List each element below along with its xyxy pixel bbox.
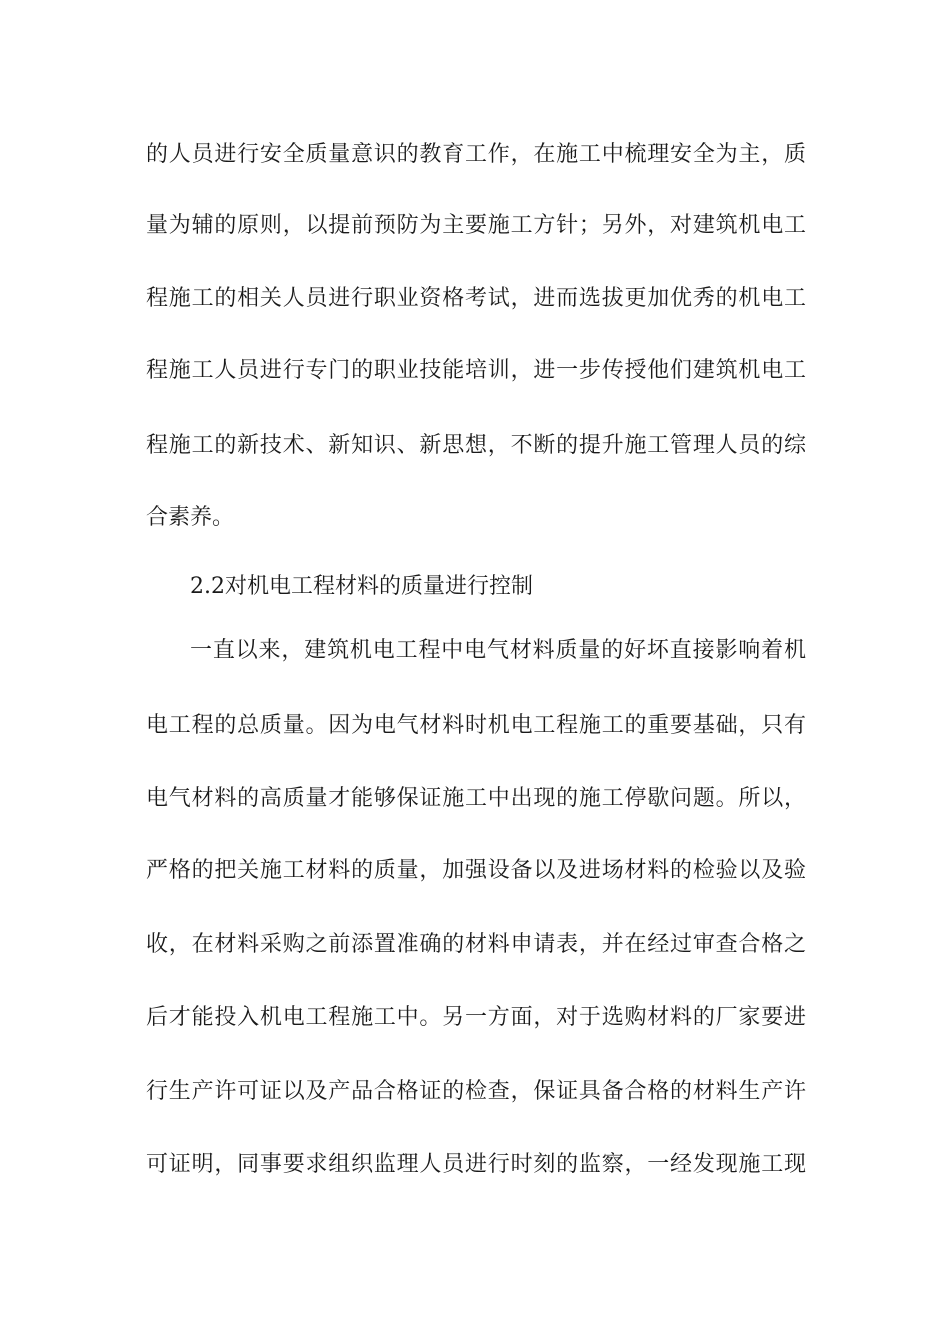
paragraph-1-line: 量为辅的原则，以提前预防为主要施工方针；另外，对建筑机电工: [146, 213, 806, 238]
paragraph-2-line: 一直以来，建筑机电工程中电气材料质量的好坏直接影响着机: [190, 638, 806, 663]
paragraph-1-line: 程施工的新技术、新知识、新思想，不断的提升施工管理人员的综: [146, 433, 806, 458]
paragraph-2-line: 电气材料的高质量才能够保证施工中出现的施工停歇问题。所以，: [146, 786, 806, 811]
paragraph-2-line: 后才能投入机电工程施工中。另一方面，对于选购材料的厂家要进: [146, 1005, 806, 1030]
paragraph-2-line: 电工程的总质量。因为电气材料时机电工程施工的重要基础，只有: [146, 713, 806, 738]
paragraph-2-line: 严格的把关施工材料的质量，加强设备以及进场材料的检验以及验: [146, 858, 806, 883]
paragraph-1-line: 程施工人员进行专门的职业技能培训，进一步传授他们建筑机电工: [146, 358, 806, 383]
paragraph-1-line: 程施工的相关人员进行职业资格考试，进而选拔更加优秀的机电工: [146, 286, 806, 311]
paragraph-2-line: 可证明，同事要求组织监理人员进行时刻的监察，一经发现施工现: [146, 1152, 806, 1177]
paragraph-1-line: 的人员进行安全质量意识的教育工作，在施工中梳理安全为主，质: [146, 142, 806, 167]
section-heading: 2.2对机电工程材料的质量进行控制: [190, 574, 533, 599]
paragraph-1-line: 合素养。: [146, 505, 235, 530]
paragraph-2-line: 收，在材料采购之前添置准确的材料申请表，并在经过审查合格之: [146, 932, 806, 957]
paragraph-2-line: 行生产许可证以及产品合格证的检查，保证具备合格的材料生产许: [146, 1079, 806, 1104]
